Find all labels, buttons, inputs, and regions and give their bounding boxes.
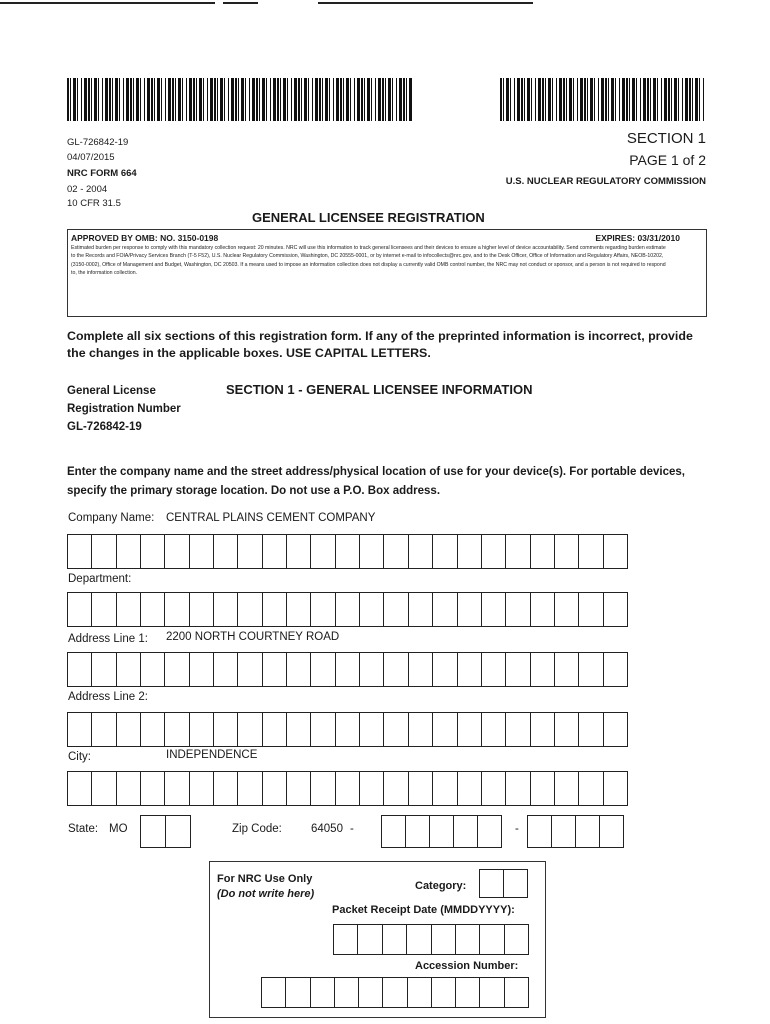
character-box[interactable] (432, 653, 456, 686)
character-box[interactable] (310, 978, 334, 1007)
department-label: Department: (68, 573, 132, 585)
character-box[interactable] (140, 772, 164, 805)
zip-extension-boxes[interactable] (527, 815, 624, 848)
registration-line1: General License (67, 385, 156, 397)
character-box[interactable] (505, 772, 529, 805)
nrc-use-note: (Do not write here) (217, 888, 315, 900)
registration-line2: Registration Number (67, 403, 181, 415)
agency-name: U.S. NUCLEAR REGULATORY COMMISSION (505, 176, 706, 187)
character-box[interactable] (285, 978, 309, 1007)
character-box[interactable] (237, 593, 261, 626)
character-box[interactable] (480, 870, 503, 897)
character-box[interactable] (237, 535, 261, 568)
character-box[interactable] (599, 816, 623, 847)
character-box[interactable] (431, 978, 455, 1007)
zip-code-boxes[interactable] (381, 815, 502, 848)
character-box[interactable] (578, 593, 602, 626)
state-boxes[interactable] (140, 815, 191, 848)
packet-receipt-date-label: Packet Receipt Date (MMDDYYYY): (332, 904, 515, 916)
character-box[interactable] (140, 535, 164, 568)
character-box[interactable] (408, 593, 432, 626)
character-box[interactable] (335, 593, 359, 626)
character-box[interactable] (382, 816, 405, 847)
document-id: GL-726842-19 (67, 137, 129, 148)
character-box[interactable] (505, 535, 529, 568)
character-box[interactable] (383, 653, 407, 686)
address-line2-boxes[interactable] (67, 712, 628, 747)
character-box[interactable] (504, 925, 528, 954)
address-line1-boxes[interactable] (67, 652, 628, 687)
character-box[interactable] (405, 816, 429, 847)
character-box[interactable] (408, 713, 432, 746)
character-box[interactable] (479, 925, 503, 954)
character-box[interactable] (213, 713, 237, 746)
department-boxes[interactable] (67, 592, 628, 627)
nrc-use-title: For NRC Use Only (217, 873, 313, 885)
character-box[interactable] (91, 772, 115, 805)
character-box[interactable] (554, 535, 578, 568)
character-box[interactable] (334, 925, 357, 954)
character-box[interactable] (140, 713, 164, 746)
character-box[interactable] (286, 593, 310, 626)
character-box[interactable] (432, 593, 456, 626)
character-box[interactable] (68, 713, 91, 746)
character-box[interactable] (457, 772, 481, 805)
character-box[interactable] (457, 713, 481, 746)
character-box[interactable] (237, 772, 261, 805)
registration-block (67, 382, 181, 436)
category-boxes[interactable] (479, 869, 528, 898)
character-box[interactable] (528, 816, 551, 847)
character-box[interactable] (455, 925, 479, 954)
company-name-value: CENTRAL PLAINS CEMENT COMPANY (166, 512, 376, 524)
company-name-label: Company Name: (68, 512, 155, 524)
character-box[interactable] (429, 816, 453, 847)
registration-number: GL-726842-19 (67, 421, 142, 433)
character-box[interactable] (530, 535, 554, 568)
character-box[interactable] (554, 713, 578, 746)
accession-number-boxes[interactable] (261, 977, 529, 1008)
character-box[interactable] (91, 653, 115, 686)
character-box[interactable] (554, 593, 578, 626)
character-box[interactable] (551, 816, 575, 847)
character-box[interactable] (383, 535, 407, 568)
character-box[interactable] (286, 772, 310, 805)
character-box[interactable] (335, 713, 359, 746)
character-box[interactable] (262, 535, 286, 568)
character-box[interactable] (164, 713, 188, 746)
character-box[interactable] (503, 870, 527, 897)
character-box[interactable] (432, 713, 456, 746)
character-box[interactable] (262, 653, 286, 686)
character-box[interactable] (116, 535, 140, 568)
character-box[interactable] (481, 593, 505, 626)
address-line1-label: Address Line 1: (68, 633, 148, 645)
character-box[interactable] (359, 653, 383, 686)
character-box[interactable] (335, 653, 359, 686)
character-box[interactable] (286, 653, 310, 686)
form-title: GENERAL LICENSEE REGISTRATION (252, 210, 485, 225)
character-box[interactable] (262, 978, 285, 1007)
state-value: MO (109, 823, 128, 835)
barcode-left (67, 78, 412, 121)
character-box[interactable] (310, 593, 334, 626)
character-box[interactable] (141, 816, 165, 847)
character-box[interactable] (359, 713, 383, 746)
character-box[interactable] (68, 772, 91, 805)
character-box[interactable] (237, 653, 261, 686)
character-box[interactable] (554, 772, 578, 805)
character-box[interactable] (603, 772, 627, 805)
character-box[interactable] (213, 772, 237, 805)
page-label: PAGE 1 of 2 (629, 152, 706, 168)
character-box[interactable] (164, 593, 188, 626)
omb-approval: APPROVED BY OMB: NO. 3150-0198 (71, 233, 219, 243)
character-box[interactable] (165, 816, 190, 847)
character-box[interactable] (116, 713, 140, 746)
character-box[interactable] (431, 925, 455, 954)
omb-notice-box (67, 229, 707, 317)
character-box[interactable] (310, 653, 334, 686)
character-box[interactable] (262, 593, 286, 626)
character-box[interactable] (432, 772, 456, 805)
address-line2-label: Address Line 2: (68, 691, 148, 703)
character-box[interactable] (358, 978, 382, 1007)
address-instructions: Enter the company name and the street address/physical location of use for your device(s). For portable devices, specify the primary storage location. Do not use a P.O. Box address. (67, 466, 685, 497)
city-boxes[interactable] (67, 771, 628, 806)
character-box[interactable] (189, 593, 213, 626)
character-box[interactable] (286, 535, 310, 568)
character-box[interactable] (457, 593, 481, 626)
character-box[interactable] (578, 535, 602, 568)
city-label: City: (68, 751, 91, 763)
document-date: 04/07/2015 (67, 152, 115, 163)
character-box[interactable] (359, 593, 383, 626)
category-label: Category: (415, 880, 467, 892)
character-box[interactable] (505, 713, 529, 746)
character-box[interactable] (603, 653, 627, 686)
character-box[interactable] (530, 593, 554, 626)
character-box[interactable] (408, 772, 432, 805)
company-name-boxes[interactable] (67, 534, 628, 569)
character-box[interactable] (359, 535, 383, 568)
omb-burden-text: Estimated burden per response to comply with this mandatory collection request: 20 minutes. NRC will use this information to track general licensees and their devices to ensure a higher level of device accountability. Send comments regarding burden estimate to the Records and FOIA/Privacy Services Branch (T-5 F52), U.S. Nuclear Regulatory Commission, Washington, DC 20555-0001, or by internet e-mail to infocollects@nrc.gov, and to the Desk Officer, Office of Information and Regulatory Affairs, NEOB-10202, (3150-0002), Office of Management and Budget, Washington, DC 20503. If a means used to impose an information collection does not display a currently valid OMB control number, the NRC may not conduct or sponsor, and a person is not required to respond to, the information collection. (71, 245, 666, 277)
character-box[interactable] (189, 713, 213, 746)
character-box[interactable] (68, 535, 91, 568)
character-box[interactable] (213, 535, 237, 568)
nrc-use-only-box (209, 861, 546, 1018)
section-label: SECTION 1 (626, 130, 706, 147)
barcode-right (500, 78, 704, 121)
character-box[interactable] (479, 978, 503, 1007)
character-box[interactable] (189, 772, 213, 805)
character-box[interactable] (554, 653, 578, 686)
character-box[interactable] (432, 535, 456, 568)
omb-expiration: EXPIRES: 03/31/2010 (595, 233, 680, 243)
character-box[interactable] (91, 713, 115, 746)
section-title: SECTION 1 - GENERAL LICENSEE INFORMATION (226, 382, 533, 397)
character-box[interactable] (164, 535, 188, 568)
character-box[interactable] (530, 713, 554, 746)
character-box[interactable] (116, 653, 140, 686)
character-box[interactable] (406, 925, 430, 954)
character-box[interactable] (530, 772, 554, 805)
character-box[interactable] (213, 593, 237, 626)
form-name: NRC FORM 664 (67, 168, 137, 179)
character-box[interactable] (310, 535, 334, 568)
character-box[interactable] (455, 978, 479, 1007)
character-box[interactable] (578, 653, 602, 686)
character-box[interactable] (91, 535, 115, 568)
character-box[interactable] (116, 772, 140, 805)
character-box[interactable] (457, 653, 481, 686)
character-box[interactable] (382, 925, 406, 954)
character-box[interactable] (116, 593, 140, 626)
character-box[interactable] (68, 653, 91, 686)
form-revision: 02 - 2004 (67, 184, 108, 195)
character-box[interactable] (477, 816, 501, 847)
character-box[interactable] (68, 593, 91, 626)
zip-code-label: Zip Code: (232, 823, 282, 835)
character-box[interactable] (408, 535, 432, 568)
character-box[interactable] (359, 772, 383, 805)
character-box[interactable] (286, 713, 310, 746)
packet-receipt-date-boxes[interactable] (333, 924, 529, 955)
zip-extension-dash: - (515, 823, 519, 835)
character-box[interactable] (140, 593, 164, 626)
character-box[interactable] (575, 816, 599, 847)
character-box[interactable] (481, 772, 505, 805)
character-box[interactable] (407, 978, 431, 1007)
character-box[interactable] (383, 772, 407, 805)
character-box[interactable] (505, 653, 529, 686)
character-box[interactable] (335, 772, 359, 805)
character-box[interactable] (262, 772, 286, 805)
character-box[interactable] (505, 593, 529, 626)
character-box[interactable] (310, 772, 334, 805)
character-box[interactable] (164, 772, 188, 805)
intro-instructions: Complete all six sections of this registration form. If any of the preprinted information is incorrect, provide the changes in the applicable boxes. USE CAPITAL LETTERS. (67, 329, 693, 360)
cfr-reference: 10 CFR 31.5 (67, 198, 121, 209)
city-value: INDEPENDENCE (166, 749, 258, 761)
character-box[interactable] (603, 535, 627, 568)
character-box[interactable] (603, 593, 627, 626)
character-box[interactable] (91, 593, 115, 626)
character-box[interactable] (335, 535, 359, 568)
header-left-block (67, 136, 137, 211)
character-box[interactable] (357, 925, 381, 954)
character-box[interactable] (310, 713, 334, 746)
character-box[interactable] (481, 653, 505, 686)
character-box[interactable] (457, 535, 481, 568)
character-box[interactable] (530, 653, 554, 686)
character-box[interactable] (481, 713, 505, 746)
state-label: State: (68, 823, 99, 835)
address-line1-value: 2200 NORTH COURTNEY ROAD (166, 631, 340, 643)
character-box[interactable] (383, 713, 407, 746)
character-box[interactable] (383, 593, 407, 626)
zip-code-value: 64050 (311, 823, 343, 835)
character-box[interactable] (140, 653, 164, 686)
character-box[interactable] (408, 653, 432, 686)
character-box[interactable] (213, 653, 237, 686)
character-box[interactable] (334, 978, 358, 1007)
character-box[interactable] (164, 653, 188, 686)
accession-number-label: Accession Number: (415, 960, 519, 972)
character-box[interactable] (603, 713, 627, 746)
character-box[interactable] (578, 713, 602, 746)
character-box[interactable] (453, 816, 477, 847)
character-box[interactable] (504, 978, 528, 1007)
character-box[interactable] (481, 535, 505, 568)
character-box[interactable] (578, 772, 602, 805)
character-box[interactable] (237, 713, 261, 746)
character-box[interactable] (189, 535, 213, 568)
character-box[interactable] (262, 713, 286, 746)
zip-dash-separator: - (350, 823, 354, 835)
character-box[interactable] (189, 653, 213, 686)
character-box[interactable] (382, 978, 406, 1007)
